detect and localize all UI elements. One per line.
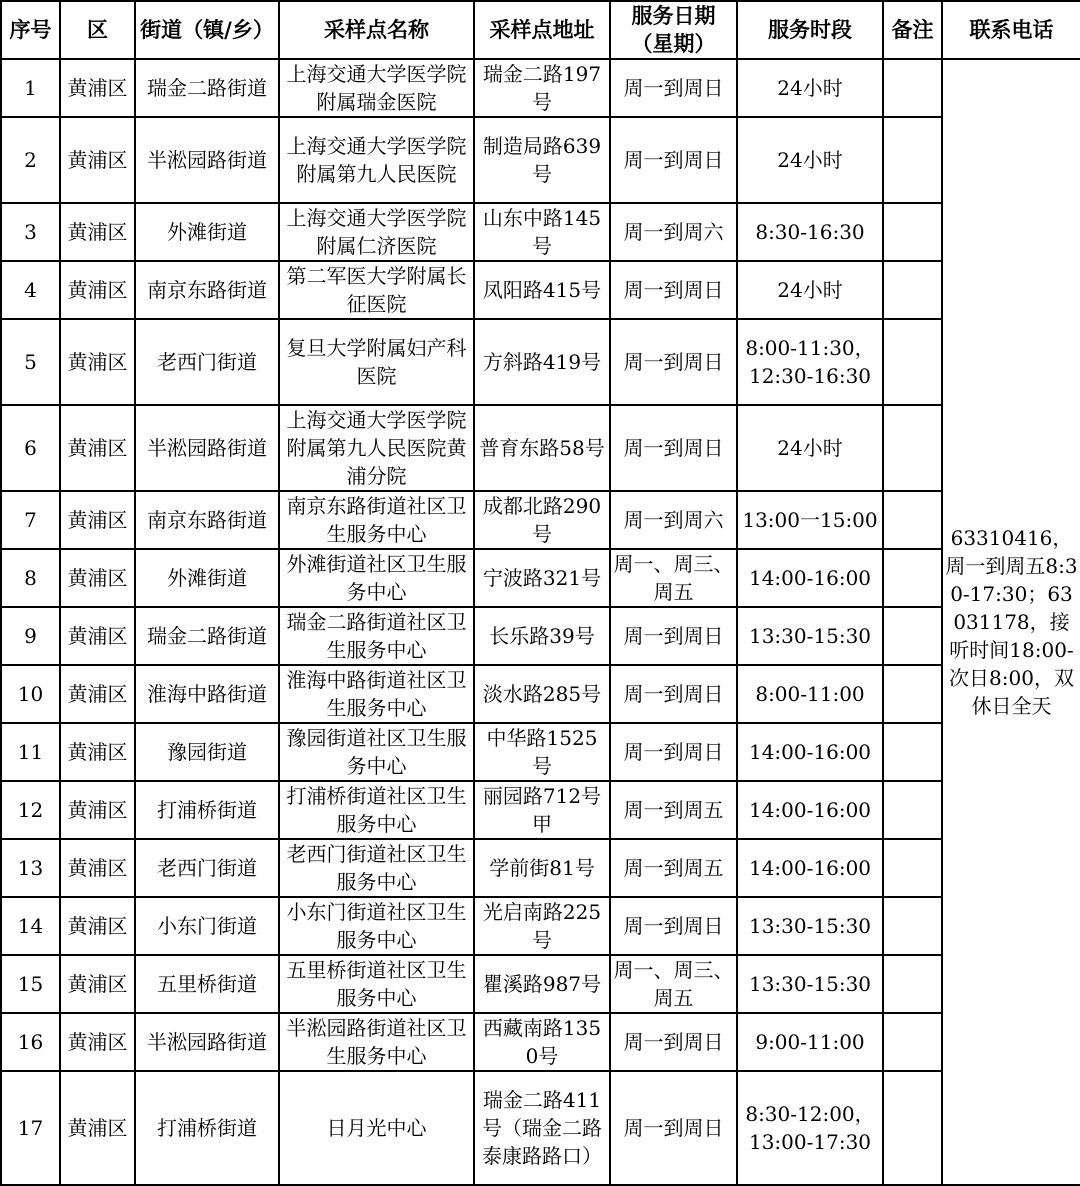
cell-street: 五里桥街道 — [135, 955, 279, 1013]
cell-district: 黄浦区 — [60, 319, 135, 405]
cell-district: 黄浦区 — [60, 1071, 135, 1185]
cell-street: 外滩街道 — [135, 203, 279, 261]
cell-index: 14 — [1, 897, 60, 955]
cell-street: 半淞园路街道 — [135, 1013, 279, 1071]
cell-district: 黄浦区 — [60, 549, 135, 607]
cell-street: 半淞园路街道 — [135, 405, 279, 491]
cell-service-days: 周一到周日 — [610, 261, 737, 319]
cell-service-hours: 14:00-16:00 — [737, 549, 883, 607]
header-service-hours: 服务时段 — [737, 1, 883, 59]
cell-service-hours: 13:00一15:00 — [737, 491, 883, 549]
cell-service-hours: 24小时 — [737, 405, 883, 491]
cell-index: 9 — [1, 607, 60, 665]
cell-site-name: 上海交通大学医学院附属瑞金医院 — [279, 59, 474, 117]
cell-address: 瑞金二路411号（瑞金二路泰康路路口） — [474, 1071, 610, 1185]
cell-service-days: 周一到周日 — [610, 897, 737, 955]
cell-service-hours: 24小时 — [737, 117, 883, 203]
cell-remarks — [883, 897, 942, 955]
cell-street: 南京东路街道 — [135, 491, 279, 549]
cell-service-hours: 8:00-11:30，12:30-16:30 — [737, 319, 883, 405]
cell-service-days: 周一到周日 — [610, 1071, 737, 1185]
table-row — [1, 665, 1080, 723]
cell-street: 半淞园路街道 — [135, 117, 279, 203]
cell-service-days: 周一到周日 — [610, 607, 737, 665]
cell-service-days: 周一到周日 — [610, 1013, 737, 1071]
cell-street: 老西门街道 — [135, 319, 279, 405]
cell-district: 黄浦区 — [60, 607, 135, 665]
cell-address: 普育东路58号 — [474, 405, 610, 491]
header-site-name: 采样点名称 — [279, 1, 474, 59]
cell-address: 成都北路290号 — [474, 491, 610, 549]
cell-street: 瑞金二路街道 — [135, 607, 279, 665]
cell-service-hours: 8:00-11:00 — [737, 665, 883, 723]
table-row — [1, 955, 1080, 1013]
cell-site-name: 瑞金二路街道社区卫生服务中心 — [279, 607, 474, 665]
cell-index: 2 — [1, 117, 60, 203]
header-phone: 联系电话 — [942, 1, 1080, 59]
cell-site-name: 打浦桥街道社区卫生服务中心 — [279, 781, 474, 839]
cell-address: 山东中路145号 — [474, 203, 610, 261]
cell-site-name: 上海交通大学医学院附属第九人民医院 — [279, 117, 474, 203]
header-address: 采样点地址 — [474, 1, 610, 59]
header-district: 区 — [60, 1, 135, 59]
cell-address: 中华路1525号 — [474, 723, 610, 781]
cell-district: 黄浦区 — [60, 897, 135, 955]
cell-site-name: 复旦大学附属妇产科医院 — [279, 319, 474, 405]
cell-service-days: 周一到周五 — [610, 839, 737, 897]
cell-service-days: 周一到周日 — [610, 59, 737, 117]
cell-street: 豫园街道 — [135, 723, 279, 781]
cell-district: 黄浦区 — [60, 203, 135, 261]
cell-service-hours: 14:00-16:00 — [737, 781, 883, 839]
cell-remarks — [883, 1071, 942, 1185]
cell-service-days: 周一到周日 — [610, 117, 737, 203]
cell-site-name: 南京东路街道社区卫生服务中心 — [279, 491, 474, 549]
cell-remarks — [883, 405, 942, 491]
cell-service-days: 周一到周日 — [610, 319, 737, 405]
cell-district: 黄浦区 — [60, 491, 135, 549]
cell-address: 宁波路321号 — [474, 549, 610, 607]
contact-phone-cell: 63310416，周一到周五8:30-17:30；63031178，接听时间18:00-次日8:00，双休日全天 — [942, 59, 1080, 1185]
cell-site-name: 外滩街道社区卫生服务中心 — [279, 549, 474, 607]
cell-address: 瞿溪路987号 — [474, 955, 610, 1013]
cell-service-hours: 14:00-16:00 — [737, 723, 883, 781]
cell-street: 老西门街道 — [135, 839, 279, 897]
cell-address: 长乐路39号 — [474, 607, 610, 665]
cell-service-hours: 13:30-15:30 — [737, 607, 883, 665]
cell-street: 南京东路街道 — [135, 261, 279, 319]
cell-index: 4 — [1, 261, 60, 319]
cell-district: 黄浦区 — [60, 1013, 135, 1071]
cell-service-days: 周一到周五 — [610, 781, 737, 839]
cell-service-hours: 13:30-15:30 — [737, 955, 883, 1013]
table-row — [1, 1013, 1080, 1071]
cell-remarks — [883, 261, 942, 319]
cell-street: 瑞金二路街道 — [135, 59, 279, 117]
cell-remarks — [883, 1013, 942, 1071]
cell-district: 黄浦区 — [60, 665, 135, 723]
cell-remarks — [883, 491, 942, 549]
cell-index: 5 — [1, 319, 60, 405]
cell-site-name: 第二军医大学附属长征医院 — [279, 261, 474, 319]
cell-index: 17 — [1, 1071, 60, 1185]
table-row — [1, 203, 1080, 261]
cell-index: 3 — [1, 203, 60, 261]
cell-address: 光启南路225号 — [474, 897, 610, 955]
table-row — [1, 319, 1080, 405]
table-row — [1, 549, 1080, 607]
cell-site-name: 老西门街道社区卫生服务中心 — [279, 839, 474, 897]
cell-district: 黄浦区 — [60, 117, 135, 203]
cell-district: 黄浦区 — [60, 59, 135, 117]
cell-service-days: 周一到周六 — [610, 203, 737, 261]
cell-index: 15 — [1, 955, 60, 1013]
table-row — [1, 59, 1080, 117]
cell-address: 丽园路712号甲 — [474, 781, 610, 839]
cell-address: 制造局路639号 — [474, 117, 610, 203]
cell-index: 16 — [1, 1013, 60, 1071]
table-row — [1, 405, 1080, 491]
cell-street: 外滩街道 — [135, 549, 279, 607]
cell-service-days: 周一到周日 — [610, 723, 737, 781]
cell-remarks — [883, 117, 942, 203]
cell-street: 小东门街道 — [135, 897, 279, 955]
cell-remarks — [883, 319, 942, 405]
cell-site-name: 五里桥街道社区卫生服务中心 — [279, 955, 474, 1013]
cell-address: 学前街81号 — [474, 839, 610, 897]
cell-district: 黄浦区 — [60, 781, 135, 839]
cell-service-days: 周一、周三、周五 — [610, 549, 737, 607]
cell-address: 淡水路285号 — [474, 665, 610, 723]
header-row — [1, 1, 1080, 59]
cell-remarks — [883, 203, 942, 261]
header-index: 序号 — [1, 1, 60, 59]
cell-address: 凤阳路415号 — [474, 261, 610, 319]
cell-service-days: 周一到周六 — [610, 491, 737, 549]
cell-service-days: 周一、周三、周五 — [610, 955, 737, 1013]
cell-remarks — [883, 839, 942, 897]
cell-index: 1 — [1, 59, 60, 117]
cell-site-name: 上海交通大学医学院附属仁济医院 — [279, 203, 474, 261]
cell-service-hours: 8:30-12:00，13:00-17:30 — [737, 1071, 883, 1185]
cell-service-days: 周一到周日 — [610, 405, 737, 491]
cell-index: 13 — [1, 839, 60, 897]
cell-site-name: 小东门街道社区卫生服务中心 — [279, 897, 474, 955]
cell-address: 瑞金二路197号 — [474, 59, 610, 117]
cell-index: 6 — [1, 405, 60, 491]
table-row — [1, 781, 1080, 839]
table-row — [1, 117, 1080, 203]
table-row — [1, 897, 1080, 955]
cell-street: 打浦桥街道 — [135, 781, 279, 839]
cell-index: 11 — [1, 723, 60, 781]
table-row — [1, 839, 1080, 897]
cell-remarks — [883, 955, 942, 1013]
cell-site-name: 豫园街道社区卫生服务中心 — [279, 723, 474, 781]
cell-index: 12 — [1, 781, 60, 839]
header-street: 街道（镇/乡） — [135, 1, 279, 59]
cell-remarks — [883, 549, 942, 607]
cell-index: 8 — [1, 549, 60, 607]
cell-remarks — [883, 723, 942, 781]
cell-remarks — [883, 607, 942, 665]
cell-address: 方斜路419号 — [474, 319, 610, 405]
cell-service-hours: 8:30-16:30 — [737, 203, 883, 261]
cell-district: 黄浦区 — [60, 839, 135, 897]
table-row — [1, 1071, 1080, 1185]
header-service-days: 服务日期（星期） — [610, 1, 737, 59]
cell-service-hours: 24小时 — [737, 59, 883, 117]
cell-site-name: 半淞园路街道社区卫生服务中心 — [279, 1013, 474, 1071]
cell-remarks — [883, 59, 942, 117]
cell-district: 黄浦区 — [60, 955, 135, 1013]
cell-index: 7 — [1, 491, 60, 549]
cell-service-hours: 14:00-16:00 — [737, 839, 883, 897]
cell-site-name: 淮海中路街道社区卫生服务中心 — [279, 665, 474, 723]
cell-remarks — [883, 781, 942, 839]
cell-street: 淮海中路街道 — [135, 665, 279, 723]
table-body — [1, 1, 1080, 1185]
cell-index: 10 — [1, 665, 60, 723]
cell-district: 黄浦区 — [60, 405, 135, 491]
table-row — [1, 491, 1080, 549]
table-row — [1, 607, 1080, 665]
cell-site-name: 日月光中心 — [279, 1071, 474, 1185]
cell-district: 黄浦区 — [60, 261, 135, 319]
table-row — [1, 723, 1080, 781]
cell-street: 打浦桥街道 — [135, 1071, 279, 1185]
cell-district: 黄浦区 — [60, 723, 135, 781]
header-remarks: 备注 — [883, 1, 942, 59]
cell-address: 西藏南路1350号 — [474, 1013, 610, 1071]
cell-service-hours: 24小时 — [737, 261, 883, 319]
cell-remarks — [883, 665, 942, 723]
cell-service-days: 周一到周日 — [610, 665, 737, 723]
table-row — [1, 261, 1080, 319]
cell-site-name: 上海交通大学医学院附属第九人民医院黄浦分院 — [279, 405, 474, 491]
cell-service-hours: 13:30-15:30 — [737, 897, 883, 955]
cell-service-hours: 9:00-11:00 — [737, 1013, 883, 1071]
